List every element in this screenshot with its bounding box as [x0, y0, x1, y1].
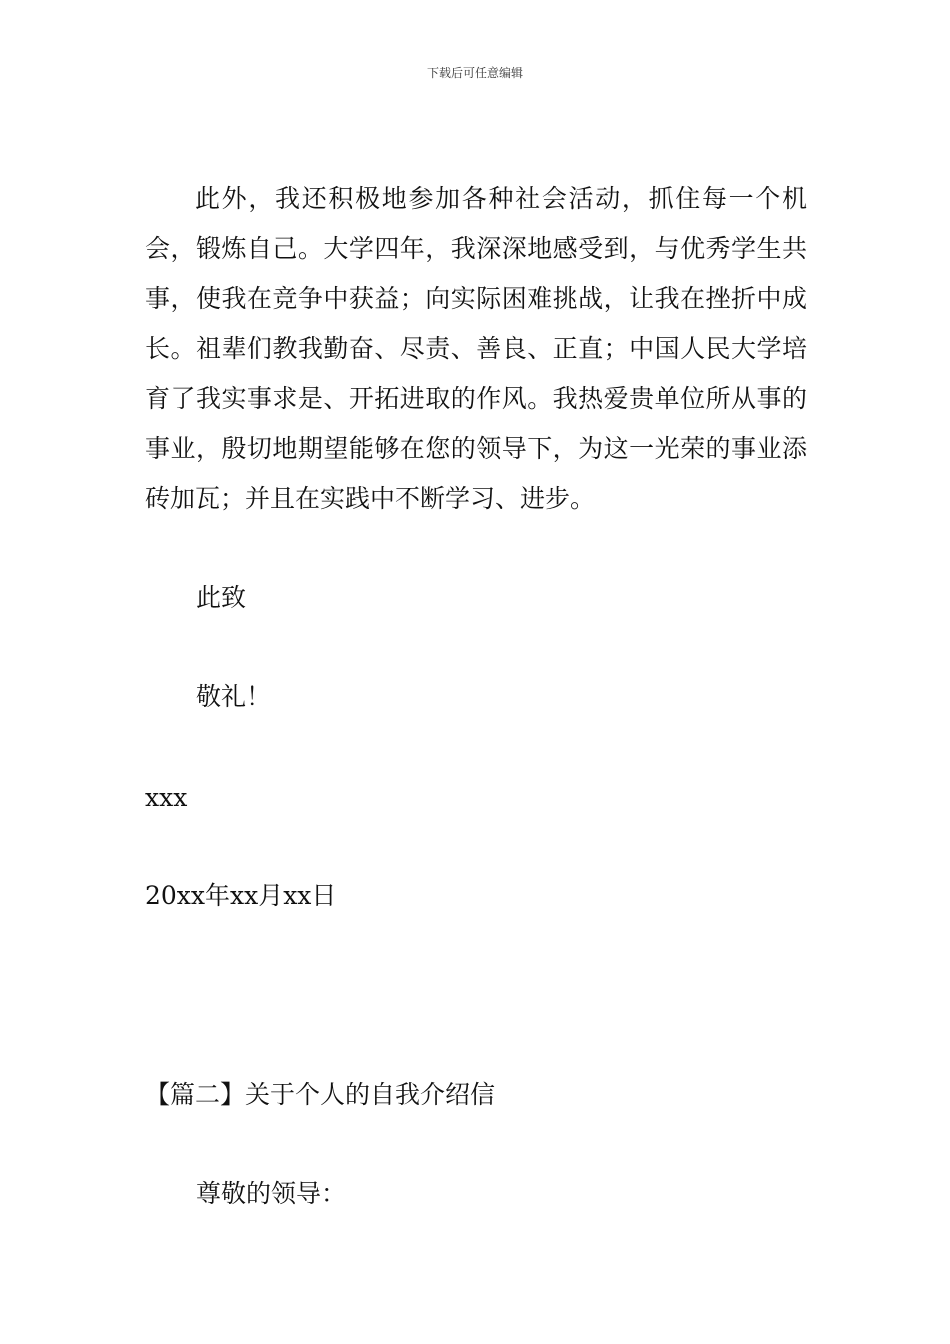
page-header: 下载后可任意编辑 — [426, 66, 523, 80]
salutation: 尊敬的领导： — [196, 1179, 347, 1208]
signature: xxx — [145, 783, 188, 812]
section-title: 【篇二】关于个人的自我介绍信 — [145, 1080, 496, 1109]
closing-regards: 敬礼！ — [196, 682, 272, 711]
letter-date: 20xx年xx月xx日 — [145, 881, 337, 910]
body-paragraph: 此外，我还积极地参加各种社会活动，抓住每一个机会，锻炼自己。大学四年，我深深地感受到，与优秀学生共事，使我在竞争中获益；向实际困难挑战，让我在挫折中成长。祖辈们教我勤奋、尽责、善良、正直；中国人民大学培育了我实事求是、开拓进取的作风。我热爱贵单位所从事的事业，殷切地期望能够在您的领导下，为这一光荣的事业添砖加瓦；并且在实践中不断学习、进步。 — [145, 184, 807, 513]
closing-salutation: 此致 — [196, 583, 247, 612]
